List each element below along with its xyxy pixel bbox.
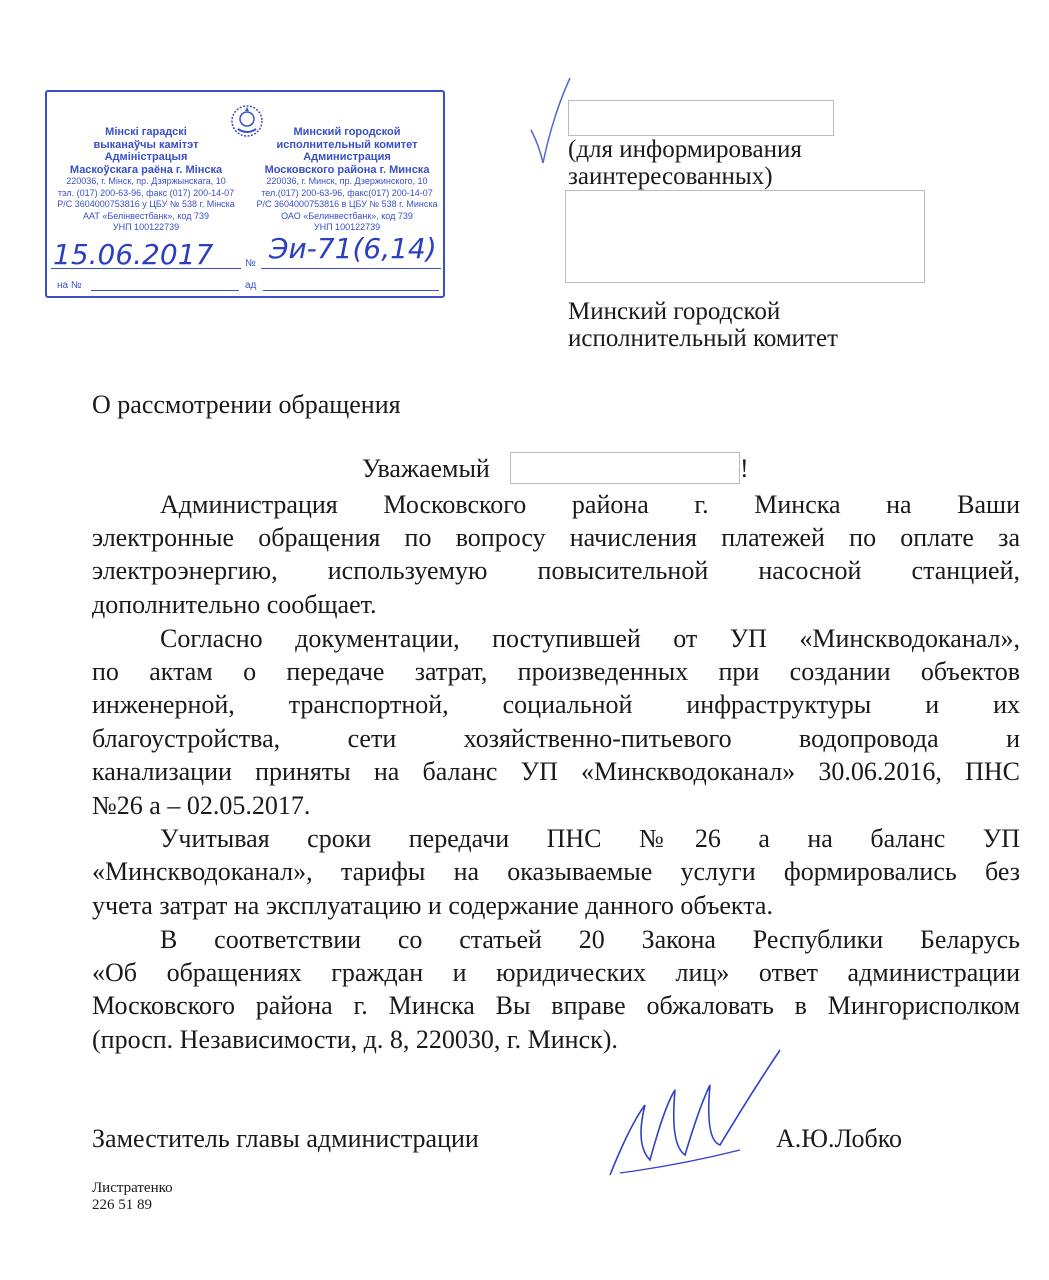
executor-name: Листратенко <box>92 1180 173 1196</box>
paragraph-line: «Об обращениях граждан и юридических лиц» ответ администрации <box>92 958 1020 987</box>
paragraph-line: «Минскводоканал», тарифы на оказываемые услуги формировались без <box>92 857 1020 886</box>
stamp-line: ААТ «Белінвестбанк», код 739 <box>83 210 209 221</box>
stamp-line: Маскоўскага раёна г. Мінска <box>69 163 223 176</box>
paragraph-line: Администрация Московского района г. Минска на Ваши <box>160 490 1020 519</box>
stamp-line: 220036, г. Мінск, пр. Дзяржынскага, 10 <box>66 176 226 186</box>
redacted-address <box>565 190 925 283</box>
addressee-note <box>568 136 802 190</box>
paragraph-line: (просп. Независимости, д. 8, 220030, г. Минск). <box>92 1025 618 1054</box>
handwritten-signature <box>590 1045 790 1185</box>
stamp-line: Московского района г. Минска <box>264 163 430 176</box>
paragraph-line: дополнительно сообщает. <box>92 590 377 619</box>
paragraph-line: электроэнергию, используемую повысительной насосной станцией, <box>92 556 1020 585</box>
paragraph-line: благоустройства, сети хозяйственно-питьевого водопровода и <box>92 724 1020 753</box>
org-line: исполнительный комитет <box>568 325 839 352</box>
stamp-line: тэл. (017) 200-63-96, факс (017) 200-14-07 <box>57 187 235 198</box>
stamp-line: ОАО «Белинвестбанк», код 739 <box>281 210 413 221</box>
greeting-suffix: ! <box>740 454 749 483</box>
handwritten-number: Эи-71(6,14) <box>269 232 437 265</box>
number-line <box>261 268 441 269</box>
paragraph-line: учета затрат на эксплуатацию и содержание данного объекта. <box>92 891 773 920</box>
redacted-addressee-name <box>568 100 834 136</box>
stamp-line: выканаўчы камітэт <box>93 138 199 151</box>
stamp-line: Р/С 3604000753816 в ЦБУ № 538 г. Минска <box>256 199 438 209</box>
paragraph-line: Учитывая сроки передачи ПНС №26 а на баланс УП <box>160 824 1020 853</box>
paragraph-line: В соответствии со статьей 20 Закона Республики Беларусь <box>160 925 1020 954</box>
paragraph-line: электронные обращения по вопросу начисления платежей по оплате за <box>92 523 1020 552</box>
stamp-line: Р/С 3604000753816 у ЦБУ № 538 г. Мінска <box>57 199 235 209</box>
ref-label: на № <box>57 280 82 291</box>
stamp-line: УНП 100122739 <box>313 222 381 232</box>
signatory-position: Заместитель главы администрации <box>92 1124 479 1153</box>
executor-phone: 226 51 89 <box>92 1197 152 1213</box>
note-line: заинтересованных) <box>568 163 773 190</box>
note-line: (для информирования <box>568 136 802 163</box>
signatory-name: А.Ю.Лобко <box>776 1124 903 1153</box>
ref-from-line <box>263 290 439 291</box>
stamp-line: Минский городской <box>293 126 401 138</box>
stamp-belarusian-text <box>51 126 241 234</box>
paragraph-line: Согласно документации, поступившей от УП «Минскводоканал», <box>160 624 1020 653</box>
stamp-line: тел.(017) 200-63-96, факс(017) 200-14-07 <box>261 187 433 198</box>
ref-line <box>91 290 239 291</box>
paragraph-line: инженерной, транспортной, социальной инфраструктуры и их <box>92 690 1020 719</box>
handwritten-date: 15.06.2017 <box>53 238 214 271</box>
paragraph-line: по актам о передаче затрат, произведенных при создании объектов <box>92 657 1020 686</box>
stamp-line: 220036, г. Минск, пр. Дзержинского, 10 <box>266 176 428 186</box>
registration-stamp <box>45 90 445 298</box>
redacted-recipient <box>510 452 740 484</box>
paragraph-line: Московского района г. Минска Вы вправе обжаловать в Мингорисполком <box>92 991 1020 1020</box>
greeting-prefix: Уважаемый <box>362 454 490 483</box>
paragraph-line: канализации приняты на баланс УП «Минскводоканал» 30.06.2016, ПНС <box>92 757 1020 786</box>
ref-from-label: ад <box>245 280 257 291</box>
org-line: Минский городской <box>568 298 781 325</box>
stamp-line: Адміністрацыя <box>104 151 188 163</box>
paragraph-line: №26 а – 02.05.2017. <box>92 791 311 820</box>
subject: О рассмотрении обращения <box>92 390 401 419</box>
number-label: № <box>245 258 256 269</box>
stamp-line: УНП 100122739 <box>112 222 180 232</box>
stamp-russian-text <box>251 126 443 234</box>
executor-info <box>92 1180 173 1214</box>
stamp-line: исполнительный комитет <box>276 138 418 151</box>
addressee-organization <box>568 298 838 352</box>
stamp-line: Администрация <box>303 151 391 163</box>
stamp-line: Мінскі гарадскі <box>105 126 187 138</box>
